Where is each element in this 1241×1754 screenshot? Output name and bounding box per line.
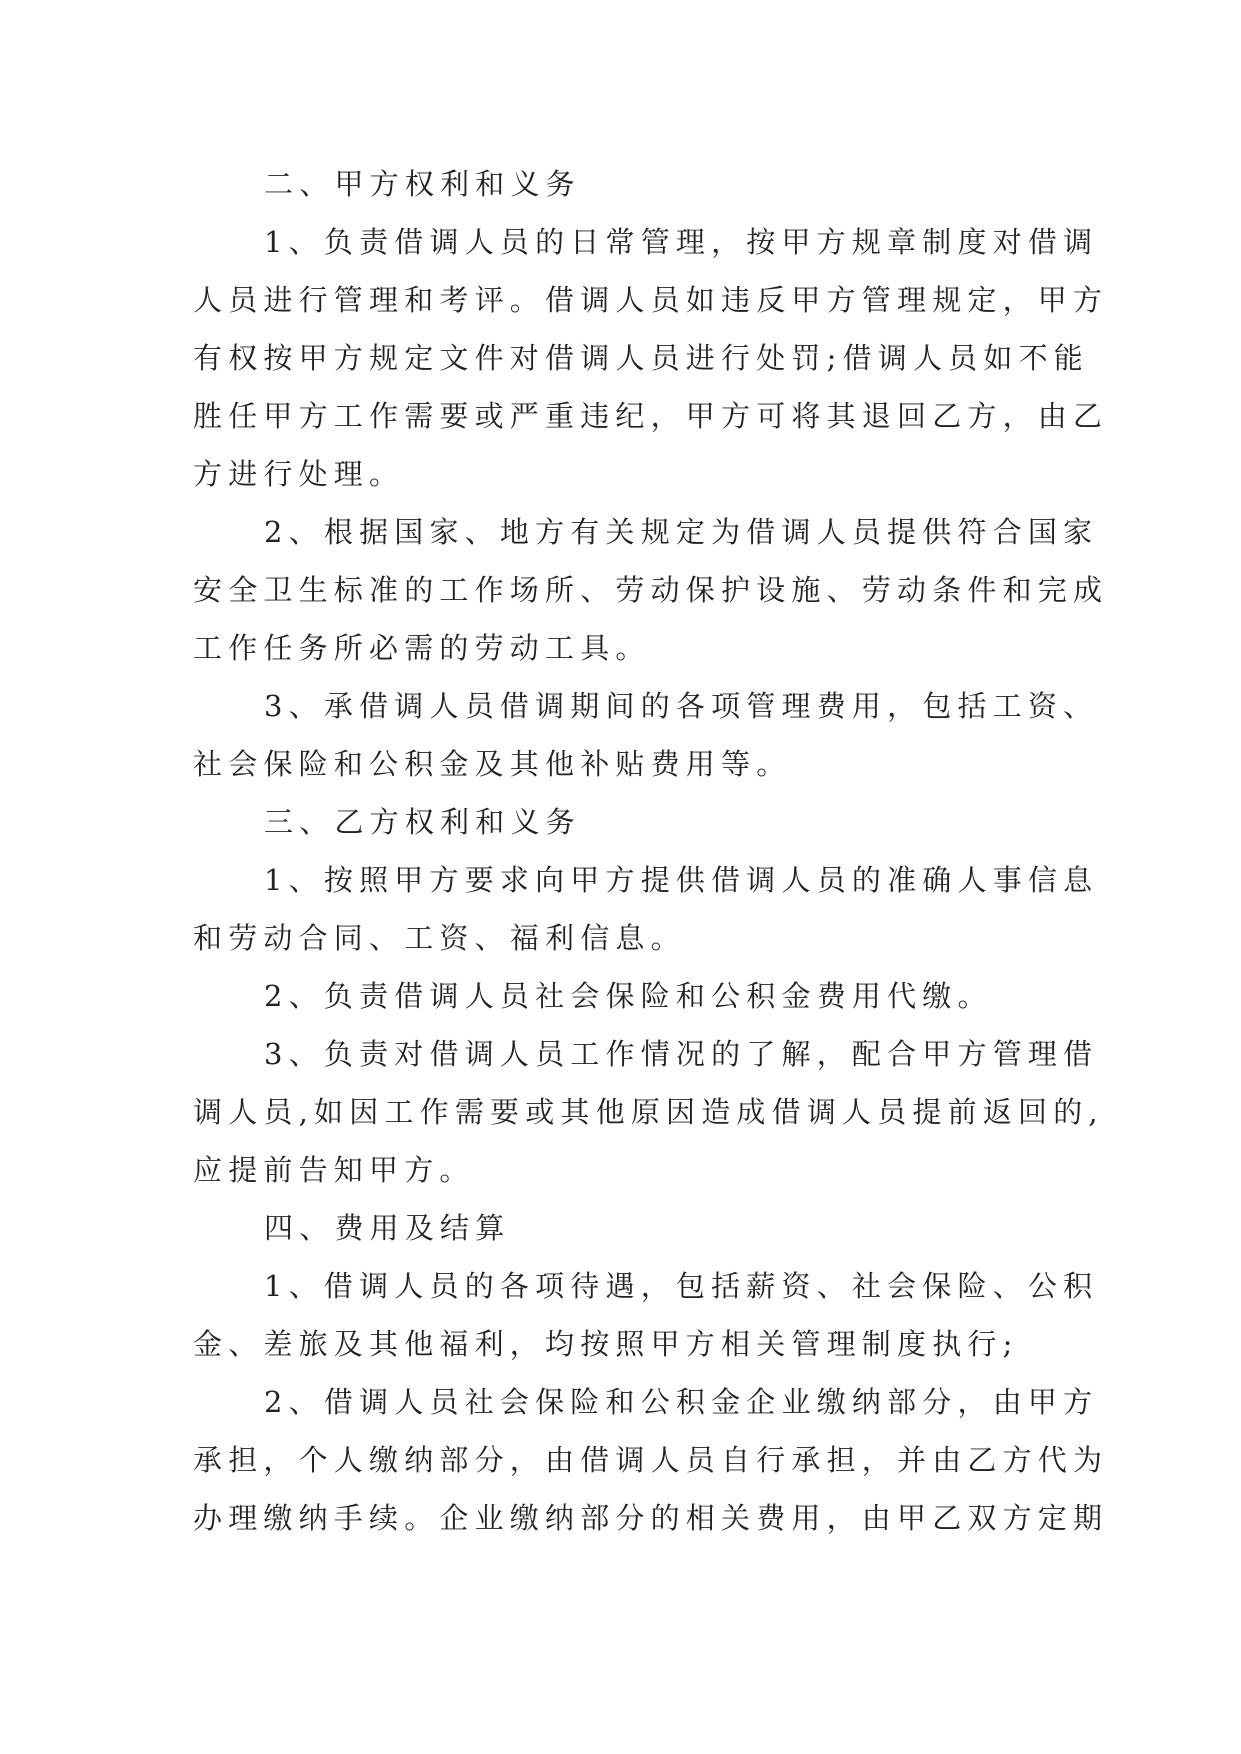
paragraph xyxy=(193,851,1099,967)
text-line: 人员进行管理和考评。借调人员如违反甲方管理规定，甲方 xyxy=(193,283,1109,317)
text-line: 调人员,如因工作需要或其他原因造成借调人员提前返回的, xyxy=(193,1095,1104,1129)
paragraph xyxy=(193,1025,1104,1199)
section-heading: 三、乙方权利和义务 xyxy=(264,805,581,839)
text-line: 工作任务所必需的劳动工具。 xyxy=(193,631,651,665)
paragraph xyxy=(193,213,1109,503)
text-line: 有权按甲方规定文件对借调人员进行处罚;借调人员如不能 xyxy=(193,341,1089,375)
paragraph xyxy=(193,1257,1099,1373)
text-line: 办理缴纳手续。企业缴纳部分的相关费用，由甲乙双方定期 xyxy=(193,1501,1109,1535)
text-line: 承担，个人缴纳部分，由借调人员自行承担，并由乙方代为 xyxy=(193,1443,1109,1477)
text-line: 3、负责对借调人员工作情况的了解，配合甲方管理借 xyxy=(264,1037,1099,1071)
text-line: 方进行处理。 xyxy=(193,457,405,491)
text-line: 安全卫生标准的工作场所、劳动保护设施、劳动条件和完成 xyxy=(193,573,1109,607)
text-line: 2、根据国家、地方有关规定为借调人员提供符合国家 xyxy=(264,515,1099,549)
text-line: 和劳动合同、工资、福利信息。 xyxy=(193,921,686,955)
text-line: 3、承借调人员借调期间的各项管理费用，包括工资、 xyxy=(264,689,1099,723)
paragraph xyxy=(193,1373,1109,1547)
paragraph xyxy=(193,677,1099,793)
text-line: 社会保险和公积金及其他补贴费用等。 xyxy=(193,747,792,781)
text-line: 2、借调人员社会保险和公积金企业缴纳部分，由甲方 xyxy=(264,1385,1099,1419)
document-body xyxy=(193,155,1109,1547)
text-line: 胜任甲方工作需要或严重违纪，甲方可将其退回乙方，由乙 xyxy=(193,399,1109,433)
text-line: 2、负责借调人员社会保险和公积金费用代缴。 xyxy=(264,979,993,1013)
text-line: 1、借调人员的各项待遇，包括薪资、社会保险、公积 xyxy=(264,1269,1099,1303)
text-line: 1、负责借调人员的日常管理，按甲方规章制度对借调 xyxy=(264,225,1099,259)
text-line: 金、差旅及其他福利，均按照甲方相关管理制度执行; xyxy=(193,1327,1019,1361)
section-heading: 二、甲方权利和义务 xyxy=(264,167,581,201)
paragraph xyxy=(193,967,1057,1025)
text-line: 应提前告知甲方。 xyxy=(193,1153,475,1187)
section-heading: 四、费用及结算 xyxy=(264,1211,511,1245)
paragraph xyxy=(193,503,1109,677)
text-line: 1、按照甲方要求向甲方提供借调人员的准确人事信息 xyxy=(264,863,1099,897)
